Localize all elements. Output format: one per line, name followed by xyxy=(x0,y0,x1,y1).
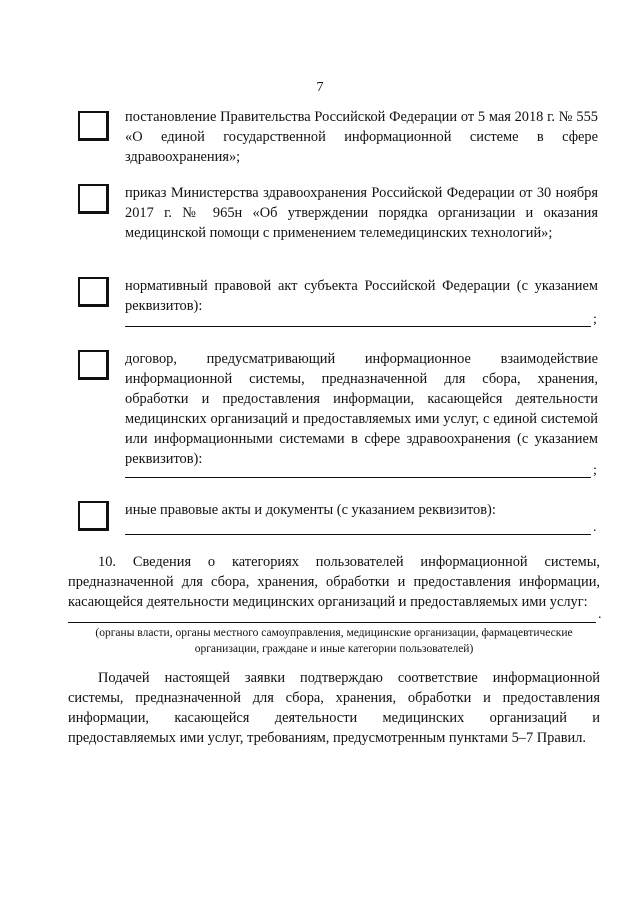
page-number: 7 xyxy=(316,80,324,95)
option-label: приказ Министерства здравоохранения Российской Федерации от 30 ноября 2017 г. № 965н «Об утверждении порядка организации и оказания медицинской помощи с применением телемедицинских технологий»; xyxy=(125,185,598,241)
option-interaction-agreement xyxy=(78,349,598,483)
option-regional-act xyxy=(78,276,598,340)
option-checkbox[interactable] xyxy=(78,184,109,214)
option-label: договор, предусматривающий информационное взаимодействие информационной системы, предназначенной для сбора, хранения, обработки и предоставления информации, касающейся деятельности медицинских организаций и предоставляемых ими услуг, с единой системой или информационными системами в сфере здравоохранения (с указанием реквизитов): xyxy=(125,351,598,467)
other-acts-details-line[interactable] xyxy=(125,534,591,535)
section-10-text: 10. Сведения о категориях пользователей информационной системы, предназначенной для сбора, хранения, обработки и предоставления информации, касающейся деятельности медицинских организаций и предоставляемых ими услуг: xyxy=(68,554,600,610)
option-checkbox[interactable] xyxy=(78,277,109,307)
line-end-mark: ; xyxy=(593,463,597,478)
option-label: нормативный правовой акт субъекта Российской Федерации (с указанием реквизитов): xyxy=(125,278,598,314)
option-other-acts xyxy=(78,500,598,540)
line-end-mark: . xyxy=(598,607,602,622)
option-label: постановление Правительства Российской Федерации от 5 мая 2018 г. № 555 «О единой государственной информационной системе в сфере здравоохранения»; xyxy=(125,109,598,165)
option-checkbox[interactable] xyxy=(78,501,109,531)
user-categories-hint: (органы власти, органы местного самоуправления, медицинские организации, фармацевтические организации, граждане и иные категории пользователей) xyxy=(95,627,573,655)
option-checkbox[interactable] xyxy=(78,111,109,141)
option-government-decree xyxy=(78,107,598,169)
line-end-mark: . xyxy=(593,520,597,535)
option-ministry-order xyxy=(78,183,598,265)
regional-act-details-line[interactable] xyxy=(125,326,591,327)
line-end-mark: ; xyxy=(593,312,597,327)
agreement-details-line[interactable] xyxy=(125,477,591,478)
confirmation-text: Подачей настоящей заявки подтверждаю соответствие информационной системы, предназначенной для сбора, хранения, обработки и предоставления информации, касающейся деятельности медицинских организаций и предоставляемых ими услуг, требованиям, предусмотренным пунктами 5–7 Правил. xyxy=(68,670,600,746)
option-checkbox[interactable] xyxy=(78,350,109,380)
option-label: иные правовые акты и документы (с указанием реквизитов): xyxy=(125,502,496,518)
user-categories-line[interactable] xyxy=(68,622,596,623)
